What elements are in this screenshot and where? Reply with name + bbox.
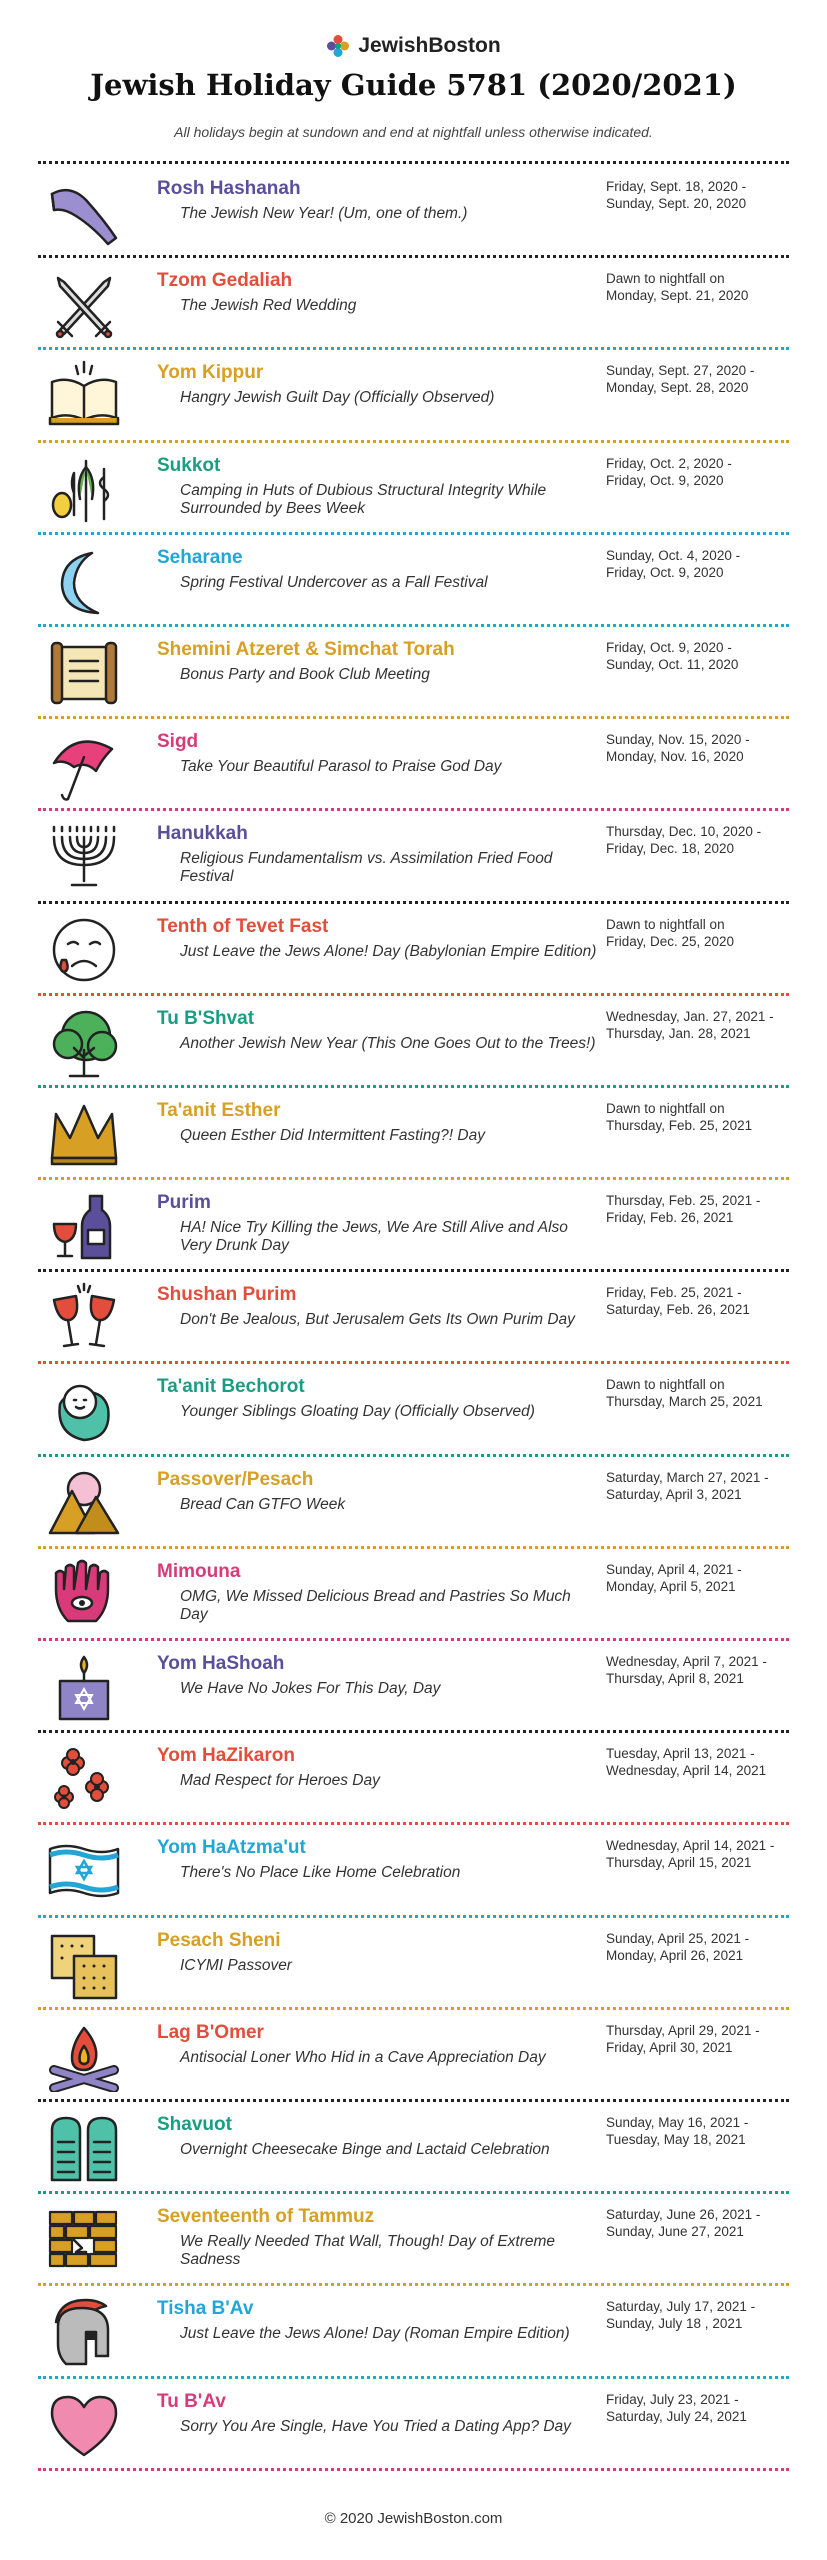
holiday-dates [606, 731, 791, 765]
holiday-dates [606, 2022, 791, 2056]
memorial-candle-icon [46, 1651, 122, 1723]
holiday-date-end: Sunday, July 18 , 2021 [606, 2316, 743, 2332]
holiday-row [38, 2194, 789, 2286]
holiday-date-start: Saturday, July 17, 2021 - [606, 2299, 756, 2315]
holiday-name: Rosh Hashanah [157, 178, 301, 199]
holiday-dates [606, 362, 791, 396]
holiday-dates [606, 178, 791, 212]
holiday-date-end: Saturday, July 24, 2021 [606, 2408, 747, 2424]
holiday-date-end: Monday, Sept. 21, 2020 [606, 288, 749, 304]
holiday-dates [606, 1192, 791, 1226]
holiday-date-start: Thursday, Feb. 25, 2021 - [606, 1193, 761, 1209]
holiday-date-end: Thursday, Jan. 28, 2021 [606, 1025, 751, 1041]
wine-glasses-toast-icon [46, 1282, 122, 1354]
holiday-dates [606, 1376, 791, 1410]
holiday-date-start: Dawn to nightfall on [606, 916, 725, 932]
holiday-date-start: Thursday, Dec. 10, 2020 - [606, 824, 762, 840]
holiday-name: Shemini Atzeret & Simchat Torah [157, 638, 455, 660]
holiday-date-end: Saturday, Feb. 26, 2021 [606, 1302, 750, 1318]
holiday-date-start: Friday, Oct. 2, 2020 - [606, 455, 732, 471]
holiday-name: Shavuot [157, 2113, 232, 2135]
swaddled-baby-icon [46, 1374, 122, 1446]
holiday-row [38, 1457, 789, 1549]
holiday-row [38, 1180, 789, 1272]
holiday-date-start: Friday, Feb. 25, 2021 - [606, 1285, 742, 1301]
holiday-row [38, 627, 789, 719]
holiday-name: Lag B'Omer [157, 2021, 264, 2043]
holiday-date-end: Friday, Feb. 26, 2021 [606, 1210, 734, 1226]
holiday-name: Tu B'Av [157, 2390, 226, 2412]
tree-icon [46, 1006, 122, 1078]
holiday-dates [606, 455, 791, 489]
holiday-description: Just Leave the Jews Alone! Day (Roman Empire Edition) [180, 2325, 570, 2343]
flower-logo-icon [326, 34, 350, 58]
holiday-description: The Jewish Red Wedding [180, 297, 357, 315]
holiday-date-start: Saturday, June 26, 2021 - [606, 2207, 761, 2223]
holiday-dates [606, 1469, 791, 1503]
holiday-name: Yom Kippur [157, 362, 264, 384]
holiday-description: Bread Can GTFO Week [180, 1495, 346, 1513]
holiday-date-start: Sunday, April 25, 2021 - [606, 1930, 750, 1946]
holiday-row [38, 1272, 789, 1364]
holiday-date-start: Wednesday, April 7, 2021 - [606, 1654, 767, 1669]
copyright-footer: © 2020 JewishBoston.com [324, 2510, 503, 2527]
page-header [0, 0, 827, 158]
holiday-date-start: Thursday, April 29, 2021 - [606, 2022, 760, 2038]
crown-icon [46, 1098, 122, 1170]
holiday-date-start: Tuesday, April 13, 2021 - [606, 1746, 755, 1762]
holiday-row [38, 2010, 789, 2102]
holiday-date-end: Wednesday, April 14, 2021 [606, 1763, 767, 1779]
holiday-name: Seharane [157, 546, 243, 568]
red-flowers-icon [46, 1743, 122, 1815]
page-subtitle: All holidays begin at sundown and end at nightfall unless otherwise indicated. [174, 124, 653, 140]
broken-wall-icon [46, 2204, 122, 2276]
holiday-description: Sorry You Are Single, Have You Tried a Dating App? Day [180, 2417, 571, 2435]
holiday-dates [606, 1008, 791, 1042]
holiday-description: Religious Fundamentalism vs. Assimilation Fried Food Festival [180, 850, 553, 886]
crescent-moon-icon [46, 545, 122, 617]
holiday-row [38, 350, 789, 442]
holiday-description: We Have No Jokes For This Day, Day [180, 1680, 441, 1697]
holiday-dates [606, 547, 791, 581]
holiday-date-end: Monday, Sept. 28, 2020 [606, 380, 749, 396]
holiday-description: Younger Siblings Gloating Day (Officially Observed) [180, 1403, 535, 1421]
holiday-dates [606, 1284, 791, 1318]
top-divider [38, 161, 789, 164]
holiday-row [38, 1364, 789, 1456]
menorah-icon [46, 821, 122, 893]
holiday-date-end: Tuesday, May 18, 2021 [606, 2131, 746, 2147]
holiday-date-start: Dawn to nightfall on [606, 1100, 725, 1116]
shofar-icon [46, 176, 122, 248]
holiday-name: Sukkot [157, 454, 221, 476]
holiday-date-end: Thursday, April 15, 2021 [606, 1855, 752, 1871]
brand-name: JewishBoston [358, 34, 501, 57]
holiday-description: ICYMI Passover [180, 1956, 292, 1974]
holiday-description: There's No Place Like Home Celebration [180, 1864, 461, 1882]
holiday-dates [606, 823, 791, 857]
holiday-date-end: Friday, Dec. 25, 2020 [606, 933, 735, 949]
holiday-row [38, 1918, 789, 2010]
holiday-row [38, 258, 789, 350]
holiday-date-start: Wednesday, Jan. 27, 2021 - [606, 1008, 774, 1024]
holiday-dates [606, 2391, 791, 2425]
holiday-description: HA! Nice Try Killing the Jews, We Are Still Alive and Also Very Drunk Day [180, 1219, 568, 1255]
roman-helmet-icon [46, 2296, 122, 2368]
holiday-name: Mimouna [157, 1560, 241, 1582]
open-book-icon [46, 360, 122, 432]
pyramids-icon [46, 1467, 122, 1539]
holiday-description: Mad Respect for Heroes Day [180, 1772, 380, 1790]
holiday-name: Passover/Pesach [157, 1468, 314, 1490]
holiday-dates [606, 1930, 791, 1964]
holiday-name: Sigd [157, 731, 199, 753]
holiday-description: Take Your Beautiful Parasol to Praise God Day [180, 758, 502, 776]
holiday-date-start: Friday, July 23, 2021 - [606, 2391, 739, 2407]
holiday-dates [606, 1837, 791, 1871]
sad-face-icon [46, 914, 122, 986]
holiday-date-end: Friday, Oct. 9, 2020 [606, 564, 724, 580]
matzah-icon [46, 1928, 122, 2000]
holiday-dates [606, 2114, 791, 2148]
holiday-description: Camping in Huts of Dubious Structural Integrity While Surrounded by Bees Week [180, 481, 547, 517]
holiday-row [38, 1088, 789, 1180]
holiday-row [38, 535, 789, 627]
holiday-name: Yom HaShoah [157, 1653, 285, 1674]
holiday-name: Tisha B'Av [157, 2298, 254, 2320]
holiday-date-start: Friday, Oct. 9, 2020 - [606, 639, 732, 655]
holiday-dates [606, 2298, 791, 2332]
holiday-row [38, 996, 789, 1088]
holiday-date-start: Saturday, March 27, 2021 - [606, 1469, 769, 1485]
holiday-date-end: Saturday, April 3, 2021 [606, 1486, 742, 1502]
holiday-date-start: Dawn to nightfall on [606, 1377, 725, 1393]
holiday-list [38, 166, 789, 2471]
holiday-row [38, 443, 789, 535]
holiday-description: Antisocial Loner Who Hid in a Cave Appreciation Day [180, 2048, 546, 2066]
lulav-etrog-icon [46, 453, 122, 525]
holiday-description: Bonus Party and Book Club Meeting [180, 665, 430, 683]
holiday-date-end: Sunday, June 27, 2021 [606, 2224, 744, 2240]
holiday-date-end: Sunday, Sept. 20, 2020 [606, 196, 747, 211]
holiday-name: Yom HaAtzma'ut [157, 1837, 306, 1859]
holiday-date-end: Monday, Nov. 16, 2020 [606, 749, 744, 765]
holiday-row [38, 2379, 789, 2471]
holiday-row [38, 811, 789, 903]
holiday-name: Tu B'Shvat [157, 1007, 255, 1029]
holiday-row [38, 1825, 789, 1917]
holiday-date-end: Friday, Dec. 18, 2020 [606, 841, 735, 857]
brand-logo[interactable] [0, 34, 827, 58]
holiday-date-start: Sunday, Oct. 4, 2020 - [606, 547, 741, 563]
holiday-row [38, 1733, 789, 1825]
holiday-date-end: Monday, April 26, 2021 [606, 1947, 744, 1963]
holiday-dates [606, 270, 791, 304]
holiday-date-start: Sunday, April 4, 2021 - [606, 1561, 742, 1577]
holiday-dates [606, 1745, 791, 1779]
holiday-dates [606, 1100, 791, 1134]
holiday-name: Seventeenth of Tammuz [157, 2206, 375, 2228]
holiday-dates [606, 1561, 791, 1595]
holiday-date-start: Sunday, Sept. 27, 2020 - [606, 363, 755, 379]
holiday-dates [606, 1653, 791, 1687]
holiday-description: Don't Be Jealous, But Jerusalem Gets Its Own Purim Day [180, 1311, 575, 1329]
holiday-description: OMG, We Missed Delicious Bread and Pastries So Much Day [180, 1587, 571, 1623]
tablets-icon [46, 2112, 122, 2184]
wine-bottle-icon [46, 1190, 122, 1262]
holiday-name: Hanukkah [157, 823, 248, 845]
holiday-row [38, 719, 789, 811]
holiday-date-end: Thursday, March 25, 2021 [606, 1394, 763, 1410]
holiday-date-start: Wednesday, April 14, 2021 - [606, 1838, 775, 1854]
holiday-date-start: Dawn to nightfall on [606, 271, 725, 287]
holiday-description: Hangry Jewish Guilt Day (Officially Observed) [180, 389, 495, 407]
holiday-name: Tenth of Tevet Fast [157, 915, 329, 937]
crossed-swords-icon [46, 268, 122, 340]
bonfire-icon [46, 2020, 122, 2092]
holiday-description: Spring Festival Undercover as a Fall Festival [180, 573, 488, 591]
heart-icon [46, 2389, 122, 2461]
holiday-date-end: Monday, April 5, 2021 [606, 1578, 736, 1594]
torah-scroll-icon [46, 637, 122, 709]
holiday-date-start: Sunday, Nov. 15, 2020 - [606, 732, 750, 748]
holiday-date-end: Friday, Oct. 9, 2020 [606, 472, 724, 488]
holiday-row [38, 166, 789, 258]
holiday-row [38, 904, 789, 996]
holiday-row [38, 1641, 789, 1733]
holiday-name: Tzom Gedaliah [157, 270, 293, 292]
holiday-row [38, 2102, 789, 2194]
holiday-date-start: Sunday, May 16, 2021 - [606, 2114, 749, 2130]
holiday-date-end: Sunday, Oct. 11, 2020 [606, 656, 739, 672]
holiday-name: Yom HaZikaron [157, 1745, 295, 1767]
holiday-name: Purim [157, 1192, 211, 1214]
holiday-dates [606, 2206, 791, 2240]
holiday-description: Queen Esther Did Intermittent Fasting?! Day [180, 1126, 485, 1144]
hamsa-icon [46, 1559, 122, 1631]
parasol-icon [46, 729, 122, 801]
page-title: Jewish Holiday Guide 5781 (2020/2021) [90, 68, 737, 102]
holiday-row [38, 1549, 789, 1641]
holiday-name: Ta'anit Esther [157, 1099, 281, 1121]
holiday-row [38, 2286, 789, 2378]
holiday-dates [606, 916, 791, 950]
holiday-description: The Jewish New Year! (Um, one of them.) [180, 205, 468, 222]
holiday-description: Just Leave the Jews Alone! Day (Babylonian Empire Edition) [180, 942, 597, 960]
holiday-description: Overnight Cheesecake Binge and Lactaid Celebration [180, 2140, 550, 2158]
israel-flag-icon [46, 1835, 122, 1907]
holiday-date-start: Friday, Sept. 18, 2020 - [606, 179, 747, 194]
holiday-date-end: Friday, April 30, 2021 [606, 2039, 733, 2055]
holiday-date-end: Thursday, Feb. 25, 2021 [606, 1117, 753, 1133]
holiday-date-end: Thursday, April 8, 2021 [606, 1671, 744, 1686]
holiday-name: Shushan Purim [157, 1284, 297, 1306]
holiday-dates [606, 639, 791, 673]
holiday-name: Ta'anit Bechorot [157, 1376, 305, 1398]
holiday-description: We Really Needed That Wall, Though! Day of Extreme Sadness [180, 2233, 556, 2269]
holiday-name: Pesach Sheni [157, 1929, 281, 1951]
holiday-description: Another Jewish New Year (This One Goes Out to the Trees!) [180, 1034, 596, 1052]
